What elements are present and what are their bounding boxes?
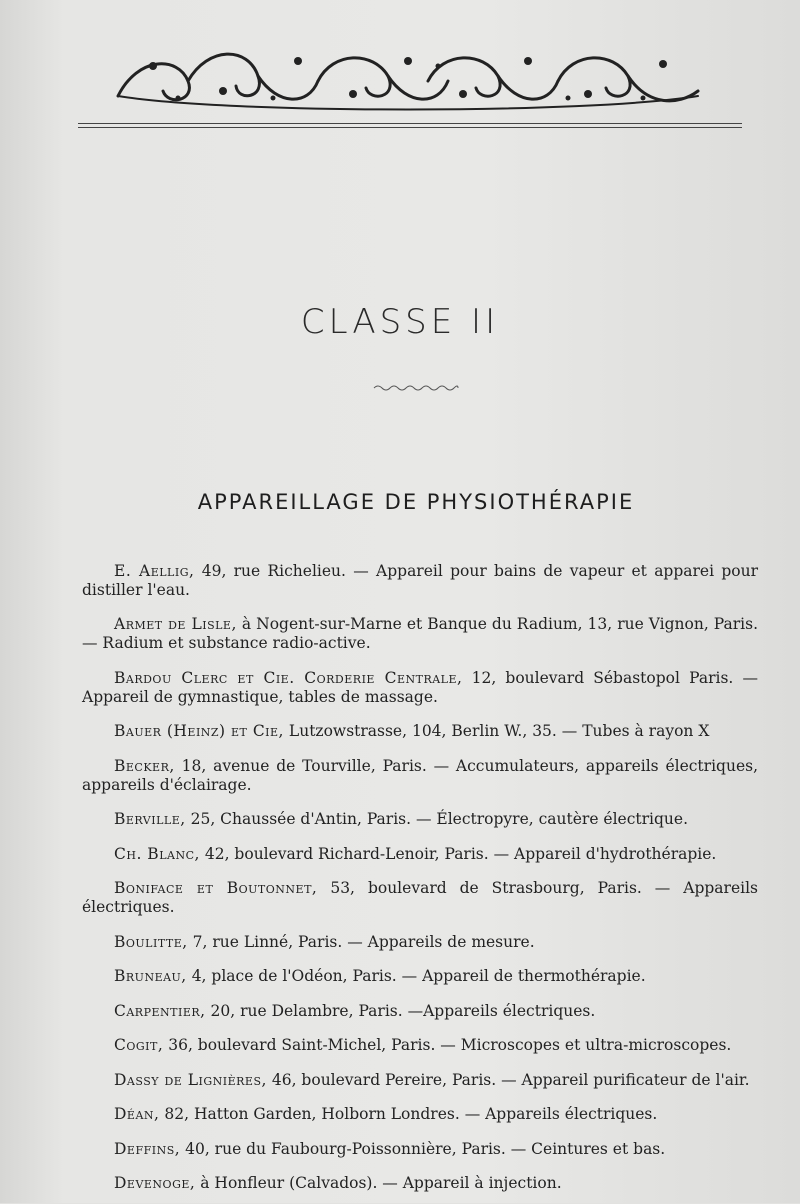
exhibitor-name: Bardou Clerc et Cie. Corderie Centrale, (114, 668, 463, 687)
exhibitor-name: Ch. Blanc, (114, 844, 200, 863)
exhibitor-details: 7, rue Linné, Paris. — Appareils de mesure. (192, 932, 535, 951)
decorative-ornament-band (108, 36, 708, 116)
exhibitor-name: Devenoge, (114, 1174, 196, 1192)
exhibitor-details: 4, place de l'Odéon, Paris. — Appareil de thermothérapie. (191, 967, 646, 985)
header-rule-bottom (78, 127, 742, 128)
header-rule-top (78, 123, 742, 124)
exhibitor-entry (82, 1174, 758, 1193)
exhibitor-details: 36, boulevard Saint-Michel, Paris. — Microscopes et ultra-microscopes. (168, 1036, 732, 1054)
exhibitor-name: Becker, (114, 756, 175, 775)
exhibitor-entry (82, 615, 758, 653)
exhibitor-name: Boulitte, (114, 932, 188, 951)
exhibitor-entry (82, 722, 758, 741)
exhibitor-details: 20, rue Delambre, Paris. —Appareils électriques. (210, 1001, 596, 1020)
exhibitor-details: 53, boulevard de Strasbourg, Paris. — Appareils électriques. (82, 879, 759, 916)
exhibitor-name: Deffins, (114, 1139, 181, 1158)
exhibitor-entry (82, 845, 758, 864)
exhibitor-entry (82, 669, 758, 707)
page-title: CLASSE II (300, 302, 500, 342)
exhibitor-name: Déan, (114, 1105, 160, 1123)
exhibitor-entry (82, 1002, 758, 1021)
exhibitor-entry (82, 1140, 758, 1159)
exhibitor-name: Carpentier, (114, 1001, 206, 1020)
exhibitor-name: Dassy de Lignières, (114, 1070, 267, 1089)
exhibitor-entry (82, 967, 758, 986)
exhibitor-entry (82, 810, 758, 829)
exhibitor-details: 82, Hatton Garden, Holborn Londres. — Appareils électriques. (164, 1105, 658, 1123)
exhibitor-details: 40, rue du Faubourg-Poissonnière, Paris. — Ceintures et bas. (185, 1139, 666, 1158)
exhibitor-name: Armet de Lisle, (114, 615, 237, 633)
title-squiggle-divider (372, 382, 460, 394)
exhibitor-name: Cogit, (114, 1036, 164, 1054)
exhibitor-details: 12, boulevard Sébastopol Paris. — Appareil de gymnastique, tables de massage. (82, 668, 758, 706)
exhibitor-entry (82, 562, 758, 600)
exhibitor-details: Lutzowstrasse, 104, Berlin W., 35. — Tubes à rayon X (288, 722, 710, 740)
section-subtitle: APPAREILLAGE DE PHYSIOTHÉRAPIE (197, 490, 635, 514)
exhibitor-name: Boniface et Boutonnet, (114, 879, 318, 897)
exhibitor-details: 42, boulevard Richard-Lenoir, Paris. — Appareil d'hydrothérapie. (204, 844, 717, 863)
exhibitor-entry (82, 879, 758, 917)
exhibitor-entry (82, 1105, 758, 1124)
exhibitor-details: 49, rue Richelieu. — Appareil pour bains de vapeur et apparei pour distiller l'eau. (82, 561, 758, 599)
exhibitor-details: à Honfleur (Calvados). — Appareil à injection. (200, 1174, 562, 1192)
exhibitor-name: Bruneau, (114, 967, 187, 985)
exhibitor-name: E. Aellig, (114, 561, 195, 580)
exhibitor-entry (82, 757, 758, 795)
exhibitor-entry (82, 1071, 758, 1090)
exhibitor-details: 46, boulevard Pereire, Paris. — Appareil purificateur de l'air. (271, 1070, 750, 1089)
exhibitor-entry (82, 933, 758, 952)
exhibitor-name: Berville, (114, 810, 186, 828)
exhibitor-name: Bauer (Heinz) et Cie, (114, 722, 284, 740)
exhibitor-details: à Nogent-sur-Marne et Banque du Radium, 13, rue Vignon, Paris. — Radium et substance radio-active. (82, 615, 758, 652)
exhibitor-details: 25, Chaussée d'Antin, Paris. — Électropyre, cautère électrique. (190, 810, 689, 828)
exhibitor-entry (82, 1036, 758, 1055)
exhibitor-list (82, 546, 758, 1204)
exhibitor-details: 18, avenue de Tourville, Paris. — Accumulateurs, appareils électriques, appareils d'éclairage. (82, 756, 758, 794)
